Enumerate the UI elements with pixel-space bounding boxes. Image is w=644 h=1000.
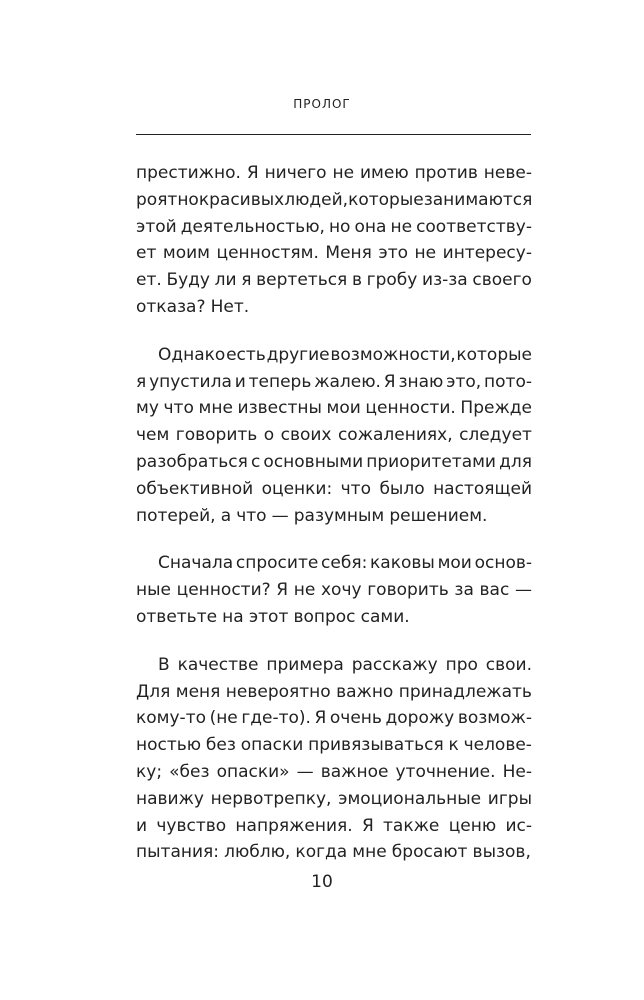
running-head: ПРОЛОГ <box>293 97 351 111</box>
text-line: ностью без опаски привязываться к челове- <box>136 735 532 756</box>
text-line: пытания: люблю, когда мне бросают вызов, <box>136 842 531 863</box>
text-line: роятно красивых людей, которые занимаются <box>136 189 533 210</box>
text-line: Для меня невероятно важно принадлежать <box>136 681 532 702</box>
text-line: ответьте на этот вопрос сами. <box>136 606 410 627</box>
paragraph <box>136 652 532 866</box>
text-line: ет. Буду ли я вертеться в гробу из-за своего <box>136 270 532 291</box>
text-line: чем говорить о своих сожалениях, следует <box>136 425 532 446</box>
text-line: отказа? Нет. <box>136 296 250 317</box>
text-line: разобраться с основными приоритетами для <box>136 451 532 472</box>
text-line: и чувство напряжения. Я также ценю ис- <box>136 815 532 836</box>
header-rule <box>136 134 531 135</box>
text-line: навижу нервотрепку, эмоциональные игры <box>136 788 532 809</box>
text-line: ет моим ценностям. Меня это не интересу- <box>136 243 532 264</box>
paragraph <box>136 550 532 630</box>
paragraph <box>136 160 532 321</box>
text-line: потерей, а что — разумным решением. <box>136 505 488 526</box>
text-line: му что мне известны мои ценности. Прежде <box>136 398 532 419</box>
body-text <box>136 160 532 887</box>
paragraph <box>136 342 532 530</box>
text-line: объективной оценки: что было настоящей <box>136 478 532 499</box>
text-line: этой деятельностью, но она не соответству- <box>136 216 532 237</box>
text-line: кому-то (не где-то). Я очень дорожу возмож- <box>136 708 532 729</box>
text-line: В качестве примера расскажу про свои. <box>158 654 532 675</box>
page-number: 10 <box>311 872 333 892</box>
text-line: ку; «без опаски» — важное уточнение. Не- <box>136 761 532 782</box>
text-line: я упустила и теперь жалею. Я знаю это, пото- <box>136 371 532 392</box>
text-line: престижно. Я ничего не имею против неве- <box>136 163 532 183</box>
text-line: Однако есть другие возможности, которые <box>158 344 532 365</box>
text-line: Сначала спросите себя: каковы мои основ- <box>158 553 532 574</box>
text-line: ные ценности? Я не хочу говорить за вас — <box>136 580 532 601</box>
